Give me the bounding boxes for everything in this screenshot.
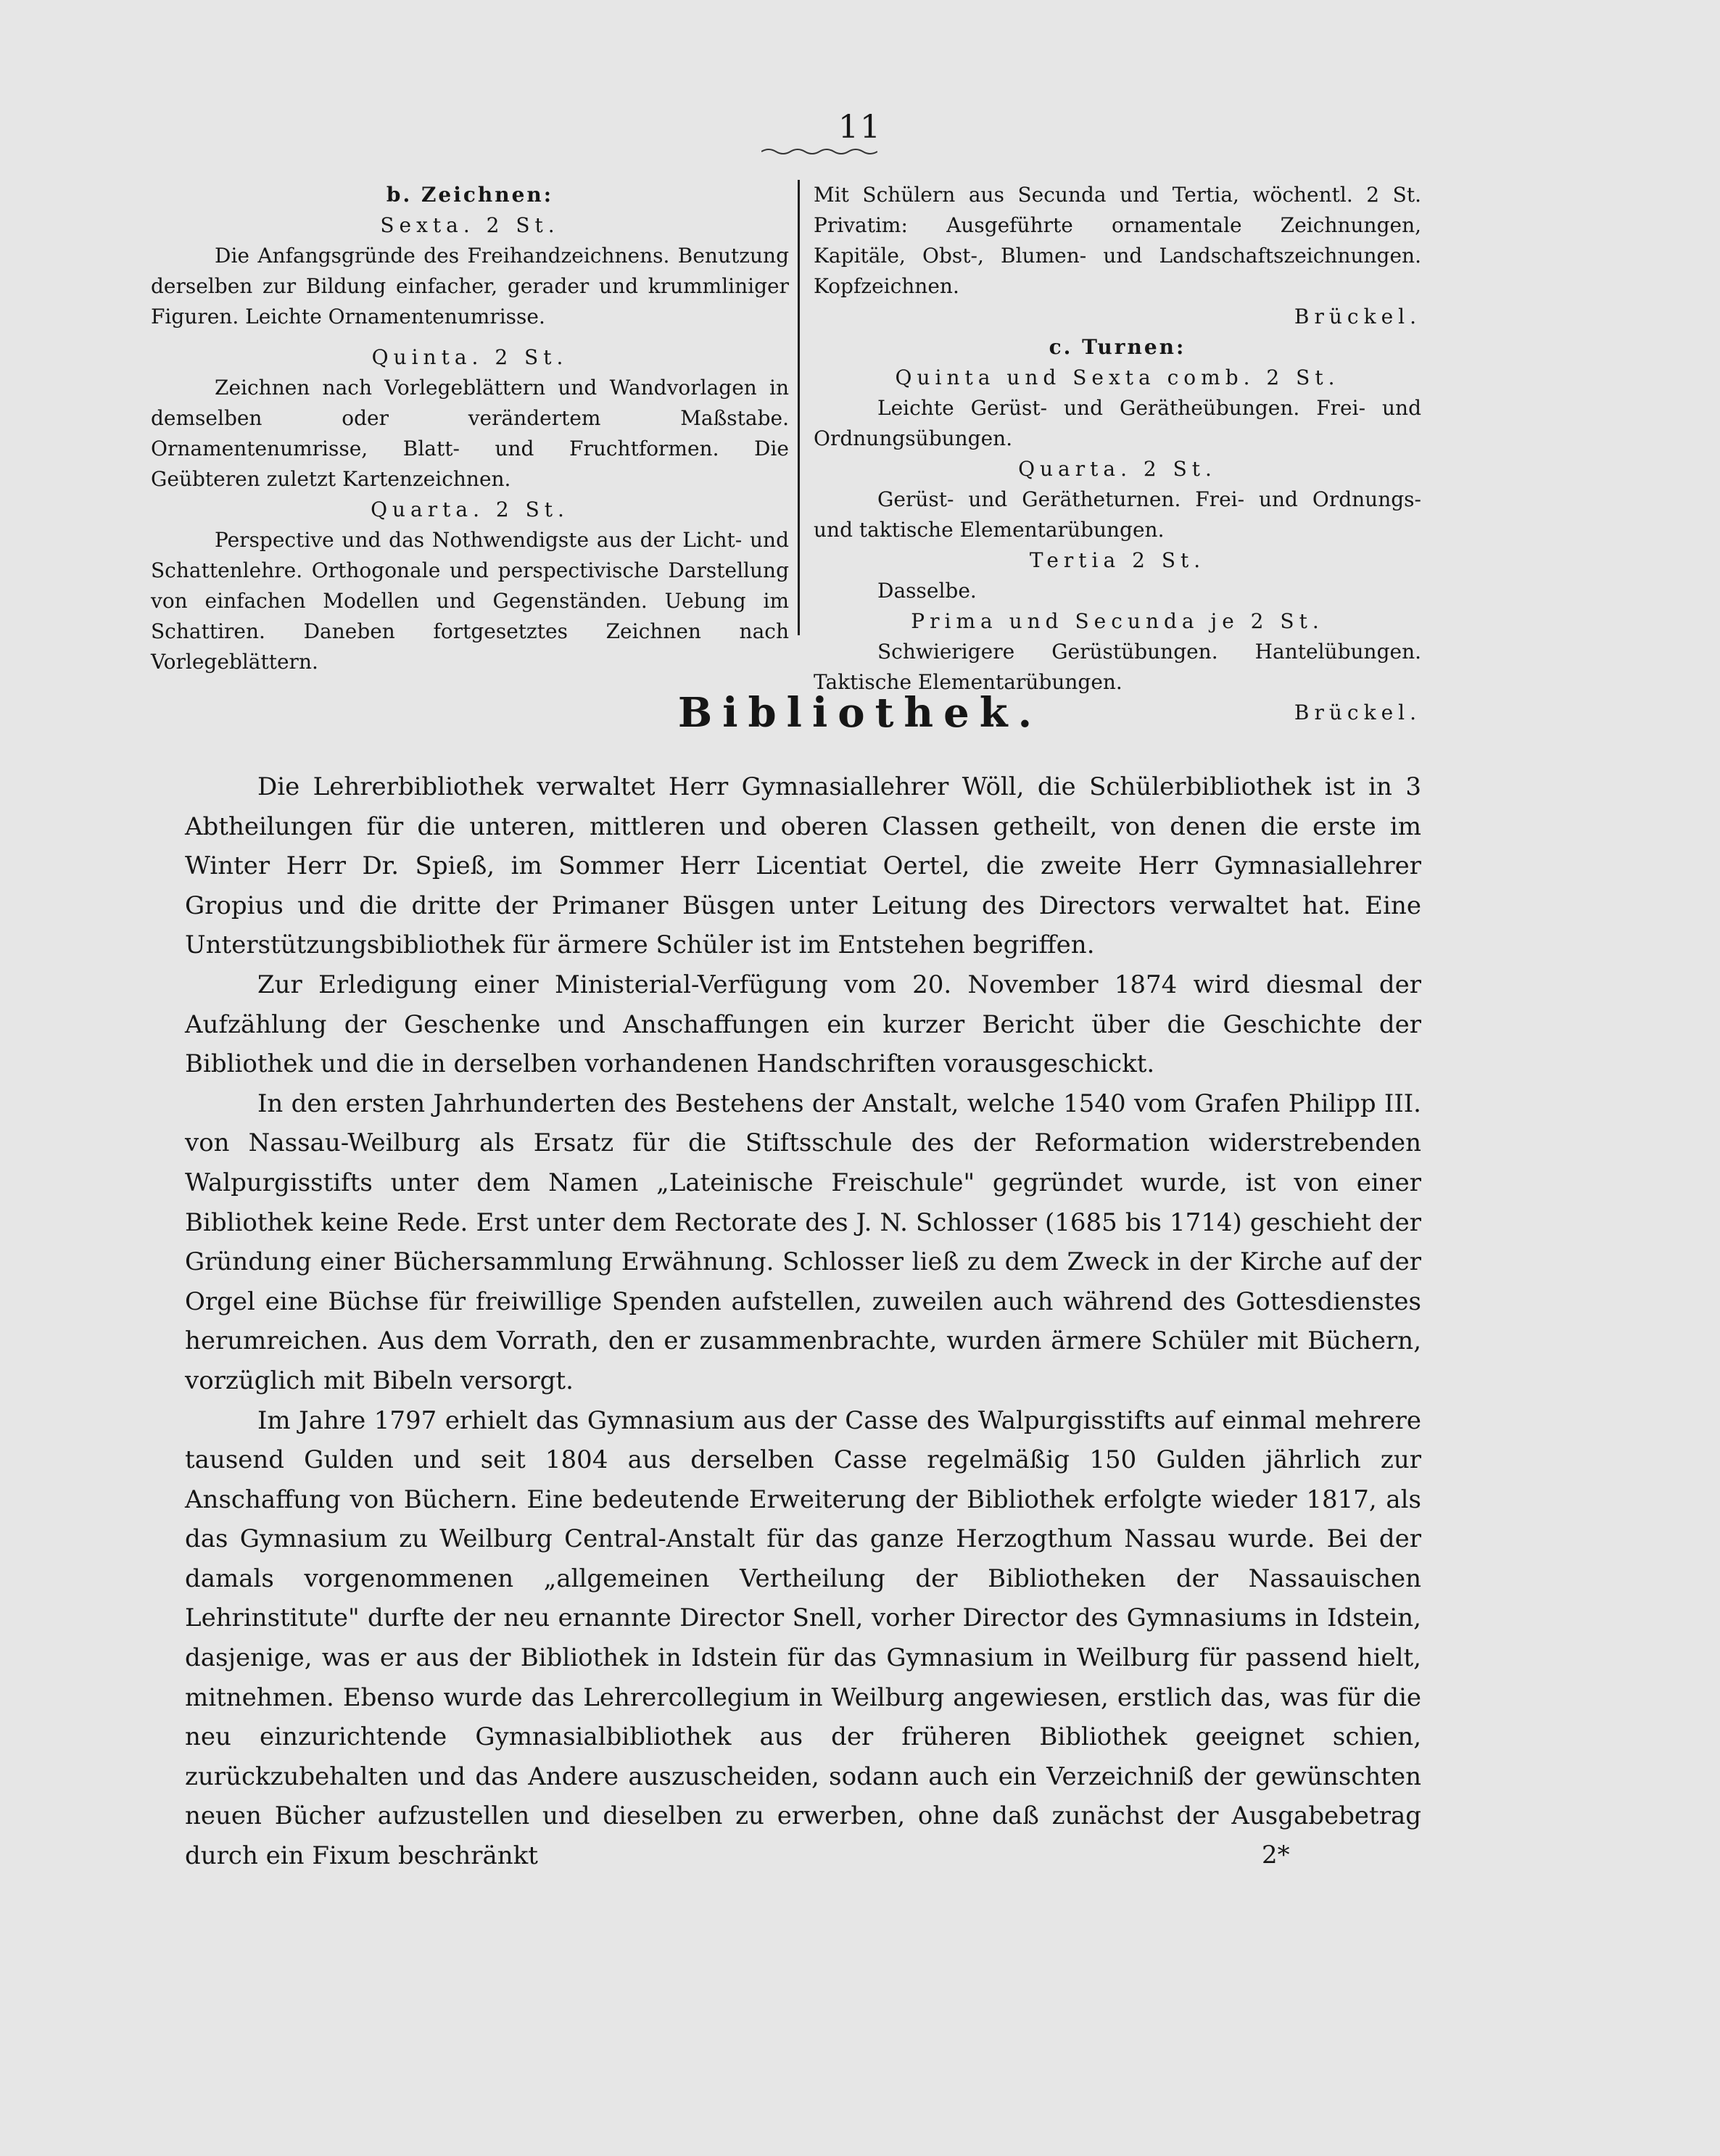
library-paragraph: Die Lehrerbibliothek verwaltet Herr Gymnasiallehrer Wöll, die Schülerbibliothek ist in 3 Abtheilungen für die unteren, mittleren und oberen Classen getheilt, von denen die erste im Winter Herr Dr. Spieß, im Sommer Herr Licentiat Oertel, die zweite Herr Gymnasiallehrer Gropius und die dritte der Primaner Büsgen unter Leitung des Directors verwaltet hat. Eine Unterstützungsbibliothek für ärmere Schüler ist im Entstehen begriffen. bbox=[185, 772, 1421, 960]
section-text: Gerüst- und Gerätheturnen. Frei- und Ordnungs- und taktische Elementarübungen. bbox=[814, 487, 1421, 542]
section-class-label: Quarta. 2 St. bbox=[371, 497, 569, 521]
drawing-heading: b. Zeichnen: bbox=[386, 183, 554, 207]
section-text: Zeichnen nach Vorlegeblättern und Wandvorlagen in demselben oder verändertem Maßstabe. Ornamentenumrisse, Blatt- und Fruchtformen. Die Geübteren zuletzt Kartenzeichnen. bbox=[151, 376, 789, 491]
section-class-label: Prima und Secunda je 2 St. bbox=[911, 609, 1324, 633]
drawing-continued-text: Mit Schülern aus Secunda und Tertia, wöchentl. 2 St. Privatim: Ausgeführte ornamentale Zeichnungen, Kapitäle, Obst-, Blumen- und Landschaftszeichnungen. Kopfzeichnen. bbox=[814, 183, 1421, 298]
column-divider bbox=[798, 180, 800, 635]
library-body bbox=[185, 767, 1421, 1876]
library-paragraph: Zur Erledigung einer Ministerial-Verfügung vom 20. November 1874 wird diesmal der Aufzählung der Geschenke und Anschaffungen ein kurzer Bericht über die Geschichte der Bibliothek und die in derselben vorhandenen Handschriften vorausgeschickt. bbox=[185, 970, 1421, 1079]
page-number-flourish bbox=[761, 147, 877, 156]
section-text: Leichte Gerüst- und Gerätheübungen. Frei- und Ordnungsübungen. bbox=[814, 396, 1421, 450]
section-class-label: Quinta. 2 St. bbox=[371, 345, 568, 369]
gymnastics-heading: c. Turnen: bbox=[1049, 335, 1186, 359]
library-paragraph: In den ersten Jahrhunderten des Bestehens der Anstalt, welche 1540 vom Grafen Philipp III. von Nassau-Weilburg als Ersatz für die Stiftsschule des der Reformation widerstrebenden Walpurgisstifts unter dem Namen „Lateinische Freischule" gegründet wurde, ist von einer Bibliothek keine Rede. Erst unter dem Rectorate des J. N. Schlosser (1685 bis 1714) geschieht der Gründung einer Büchersammlung Erwähnung. Schlosser ließ zu dem Zweck in der Kirche auf der Orgel eine Büchse für freiwillige Spenden aufstellen, zuweilen auch während des Gottesdienstes herumreichen. Aus dem Vorrath, den er zusammenbrachte, wurden ärmere Schüler mit Büchern, vorzüglich mit Bibeln versorgt. bbox=[185, 1089, 1421, 1395]
teacher-signature: Brückel. bbox=[1294, 701, 1421, 724]
section-class-label: Tertia 2 St. bbox=[1029, 548, 1206, 572]
teacher-signature: Brückel. bbox=[1294, 305, 1421, 329]
left-column bbox=[151, 180, 789, 677]
library-title: Bibliothek. bbox=[677, 689, 1043, 737]
section-class-label: Quinta und Sexta comb. 2 St. bbox=[895, 365, 1340, 389]
section-text: Die Anfangsgründe des Freihandzeichnens. Benutzung derselben zur Bildung einfacher, gerader und krummliniger Figuren. Leichte Ornamentenumrisse. bbox=[151, 244, 789, 329]
page-number: 11 bbox=[838, 109, 882, 146]
right-column bbox=[814, 180, 1421, 728]
section-class-label: Sexta. 2 St. bbox=[380, 213, 560, 237]
printer-signature-mark: 2* bbox=[1262, 1841, 1290, 1870]
section-text: Schwierigere Gerüstübungen. Hantelübungen. Taktische Elementarübungen. bbox=[814, 640, 1421, 694]
section-class-label: Quarta. 2 St. bbox=[1018, 457, 1217, 481]
section-text: Dasselbe. bbox=[877, 579, 977, 603]
library-paragraph: Im Jahre 1797 erhielt das Gymnasium aus der Casse des Walpurgisstifts auf einmal mehrere tausend Gulden und seit 1804 aus derselben Casse regelmäßig 150 Gulden jährlich zur Anschaffung von Büchern. Eine bedeutende Erweiterung der Bibliothek erfolgte wieder 1817, als das Gymnasium zu Weilburg Central-Anstalt für das ganze Herzogthum Nassau wurde. Bei der damals vorgenommenen „allgemeinen Vertheilung der Bibliotheken der Nassauischen Lehrinstitute" durfte der neu ernannte Director Snell, vorher Director des Gymnasiums in Idstein, dasjenige, was er aus der Bibliothek in Idstein für das Gymnasium in Weilburg für passend hielt, mitnehmen. Ebenso wurde das Lehrercollegium in Weilburg angewiesen, erstlich das, was für die neu einzurichtende Gymnasialbibliothek aus der früheren Bibliothek geeignet schien, zurückzubehalten und das Andere auszuscheiden, sodann auch ein Verzeichniß der gewünschten neuen Bücher aufzustellen und dieselben zu erwerben, ohne daß zunächst der Ausgabebetrag durch ein Fixum beschränkt bbox=[185, 1405, 1421, 1871]
section-text: Perspective und das Nothwendigste aus der Licht- und Schattenlehre. Orthogonale und perspectivische Darstellung von einfachen Modellen und Gegenständen. Uebung im Schattiren. Daneben fortgesetztes Zeichnen nach Vorlegeblättern. bbox=[151, 528, 789, 674]
